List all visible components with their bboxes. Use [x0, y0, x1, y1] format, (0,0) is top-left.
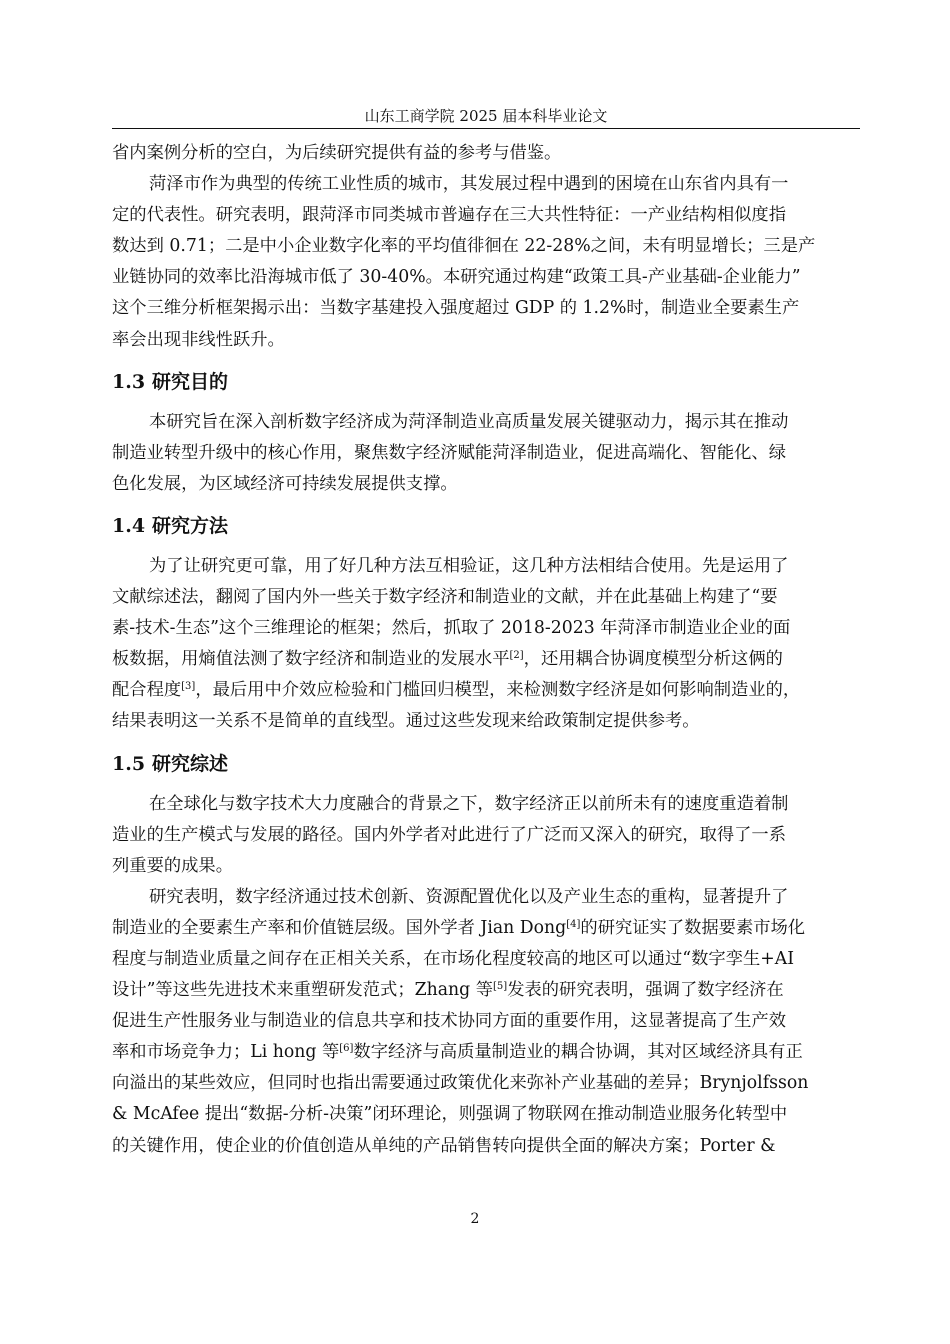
text-line: 素-技术-生态”这个三维理论的框架；然后，抓取了 2018-2023 年菏泽市制造业企业的面: [112, 618, 791, 639]
text-line: 促进生产性服务业与制造业的信息共享和技术协同方面的重要作用，这显著提高了生产效: [112, 1011, 786, 1032]
text-span: 率和市场竞争力；Li hong 等: [112, 1042, 340, 1063]
text-span: ，还用耦合协调度模型分析这俩的: [523, 649, 783, 670]
text-span: 数字经济与高质量制造业的耦合协调，其对区域经济具有正: [353, 1042, 803, 1063]
text-line: 业链协同的效率比沿海城市低了 30-40%。本研究通过构建“政策工具-产业基础-企业能力”: [112, 267, 801, 288]
text-line: & McAfee 提出“数据-分析-决策”闭环理论，则强调了物联网在推动制造业服务化转型中: [112, 1104, 788, 1125]
section-title: 研究综述: [152, 752, 229, 775]
section-number: 1.3: [112, 370, 146, 393]
paragraph-research-methods: [112, 551, 860, 738]
text-line: [112, 975, 860, 1006]
text-span: 板数据，用熵值法测了数字经济和制造业的发展水平: [112, 649, 510, 670]
section-number: 1.5: [112, 752, 146, 775]
text-line: 的关键作用，使企业的价值创造从单纯的产品销售转向提供全面的解决方案；Porter &: [112, 1135, 776, 1156]
text-line: 率会出现非线性跃升。: [112, 329, 285, 350]
text-line: 列重要的成果。: [112, 855, 233, 876]
section-heading-1-3: [112, 370, 860, 394]
paragraph-review-intro: [112, 789, 860, 882]
text-line: 造业的生产模式与发展的路径。国内外学者对此进行了广泛而又深入的研究，取得了一系: [112, 824, 786, 845]
header-title: 山东工商学院 2025 届本科毕业论文: [364, 107, 608, 125]
header-rule: [112, 128, 860, 129]
text-line: 数达到 0.71；二是中小企业数字化率的平均值徘徊在 22-28%之间，未有明显增长；三是产: [112, 236, 816, 257]
text-line: 文献综述法，翻阅了国内外一些关于数字经济和制造业的文献，并在此基础上构建了“要: [112, 587, 778, 608]
text-line: 本研究旨在深入剖析数字经济成为菏泽制造业高质量发展关键驱动力，揭示其在推动: [149, 411, 789, 432]
text-line: 制造业转型升级中的核心作用，聚焦数字经济赋能菏泽制造业，促进高端化、智能化、绿: [112, 442, 786, 463]
text-span: 设计”等这些先进技术来重塑研发范式；Zhang 等: [112, 980, 494, 1001]
text-line: 为了让研究更可靠，用了好几种方法互相验证，这几种方法相结合使用。先是运用了: [149, 555, 789, 576]
text-span: 配合程度: [112, 680, 182, 701]
text-line: 在全球化与数字技术大力度融合的背景之下，数字经济正以前所未有的速度重造着制: [149, 793, 789, 814]
section-heading-1-5: [112, 752, 860, 776]
citation-ref: [4]: [566, 918, 581, 930]
text-line: 研究表明，数字经济通过技术创新、资源配置优化以及产业生态的重构，显著提升了: [149, 886, 789, 907]
text-span: 的研究证实了数据要素市场化: [580, 917, 806, 938]
text-line: [112, 1037, 860, 1068]
section-heading-1-4: [112, 514, 860, 538]
text-span: ，最后用中介效应检验和门槛回归模型，来检测数字经济是如何影响制造业的，: [195, 680, 801, 701]
text-line: 菏泽市作为典型的传统工业性质的城市，其发展过程中遇到的困境在山东省内具有一: [149, 174, 789, 195]
citation-ref: [6]: [339, 1043, 354, 1055]
page-number: 2: [470, 1211, 480, 1227]
section-title: 研究目的: [152, 370, 229, 393]
section-title: 研究方法: [152, 514, 229, 537]
citation-ref: [5]: [493, 981, 508, 993]
section-number: 1.4: [112, 514, 146, 537]
text-line: 程度与制造业质量之间存在正相关关系，在市场化程度较高的地区可以通过“数字孪生+AI: [112, 948, 795, 969]
text-span: 发表的研究表明，强调了数字经济在: [507, 980, 784, 1001]
text-line: [112, 675, 860, 706]
text-line: 定的代表性。研究表明，跟菏泽市同类城市普遍存在三大共性特征：一产业结构相似度指: [112, 205, 786, 226]
text-line: 向溢出的某些效应，但同时也指出需要通过政策优化来弥补产业基础的差异；Brynjolfsson: [112, 1073, 809, 1094]
text-line: [112, 644, 860, 675]
citation-ref: [2]: [509, 650, 524, 662]
text-line: 色化发展，为区域经济可持续发展提供支撑。: [112, 473, 458, 494]
text-line: 这个三维分析框架揭示出：当数字基建投入强度超过 GDP 的 1.2%时，制造业全要素生产: [112, 298, 800, 319]
text-line: 省内案例分析的空白，为后续研究提供有益的参考与借鉴。: [112, 143, 562, 163]
page-body: [112, 138, 860, 1162]
paragraph-research-purpose: [112, 407, 860, 500]
text-line: 结果表明这一关系不是简单的直线型。通过这些发现来给政策制定提供参考。: [112, 711, 700, 732]
text-span: 制造业的全要素生产率和价值链层级。国外学者 Jian Dong: [112, 917, 567, 938]
paragraph-continuation: [112, 138, 860, 169]
paragraph-heze-context: [112, 169, 860, 356]
paragraph-review-findings: [112, 882, 860, 1162]
text-line: [112, 913, 860, 944]
citation-ref: [3]: [181, 681, 196, 693]
